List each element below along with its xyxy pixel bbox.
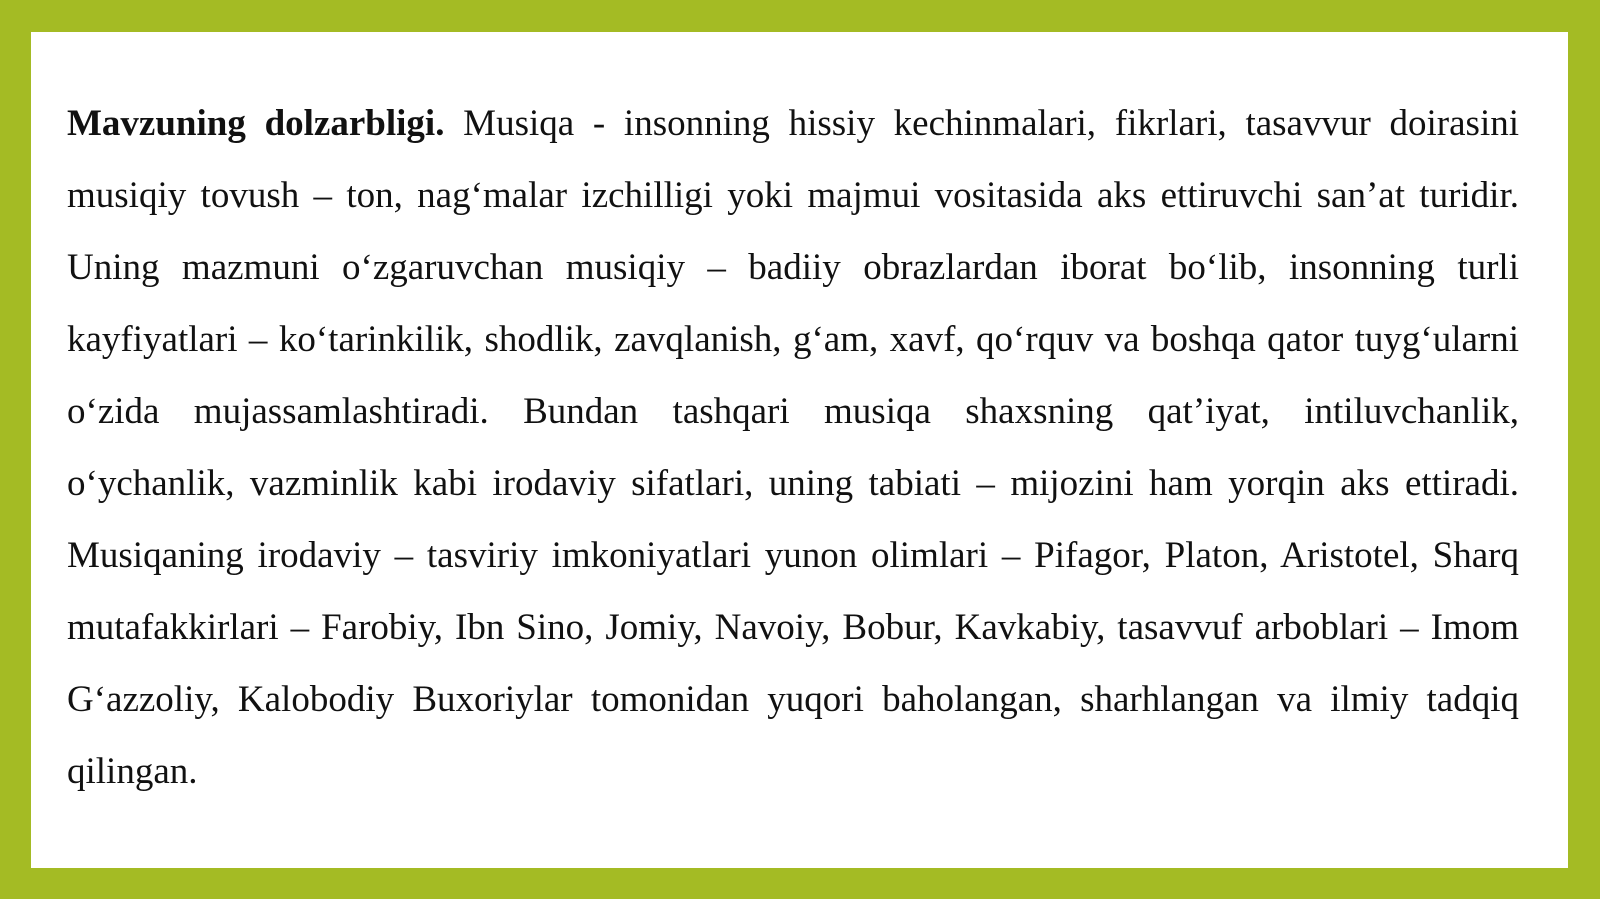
paragraph-body-text: Musiqa - insonning hissiy kechinmalari, fikrlari, tasavvur doirasini musiqiy tovush – ton, nag‘malar izchilligi yoki majmui vositasida aks ettiruvchi san’at turidir. Uning mazmuni o‘zgaruvchan musiqiy – badiiy obrazlardan iborat bo‘lib, insonning turli kayfiyatlari – ko‘tarinkilik, shodlik, zavqlanish, g‘am, xavf, qo‘rquv va boshqa qator tuyg‘ularni o‘zida mujassamlashtiradi. Bundan tashqari musiqa shaxsning qat’iyat, intiluvchanlik, o‘ychanlik, vazminlik kabi irodaviy sifatlari, uning tabiati – mijozini ham yorqin aks ettiradi. Musiqaning irodaviy – tasviriy imkoniyatlari yunon olimlari – Pifagor, Platon, Aristotel, Sharq mutafakkirlari – Farobiy, Ibn Sino, Jomiy, Navoiy, Bobur, Kavkabiy, tasavvuf arboblari – Imom G‘azzoliy, Kalobodiy Buxoriylar tomonidan yuqori baholangan, sharhlangan va ilmiy tadqiq qilingan. [67, 103, 1519, 792]
slide-content-area [31, 32, 1568, 868]
main-paragraph [67, 88, 1519, 808]
paragraph-lead-heading: Mavzuning dolzarbligi. [67, 103, 445, 144]
